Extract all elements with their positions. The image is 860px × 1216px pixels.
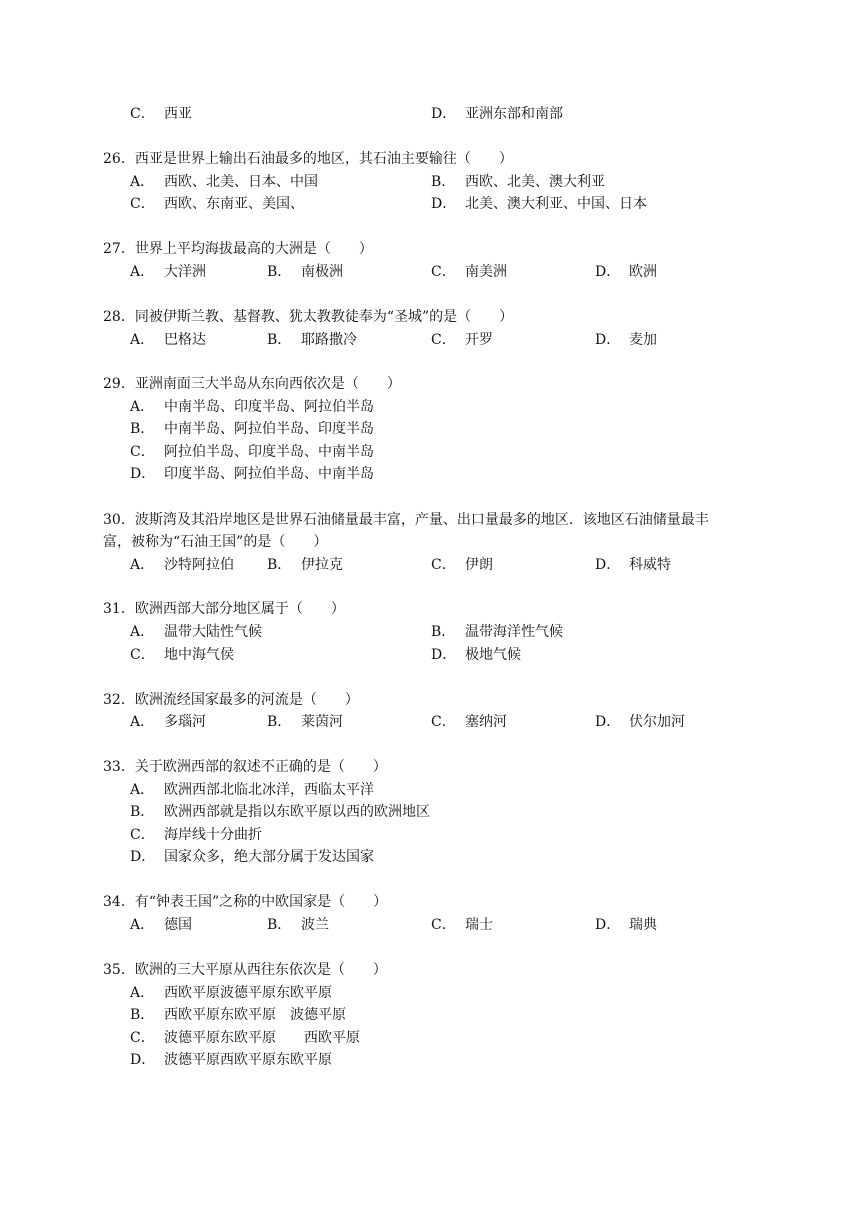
q33-option-c: C． 海岸线十分曲折 [130,827,262,843]
q30-stem-continued: 富，被称为“石油王国”的是（ ） [103,534,328,550]
q30-stem: 30．波斯湾及其沿岸地区是世界石油储量最丰富，产量、出口量最多的地区．该地区石油储量最丰 [103,512,709,528]
q34-option-d: D． 瑞典 [595,917,657,933]
q35-option-b: B． 西欧平原东欧平原 波德平原 [130,1007,346,1023]
q26-option-b: B． 西欧、北美、澳大利亚 [431,174,605,190]
q27-option-c: C． 南美洲 [431,264,507,280]
q26-stem: 26．西亚是世界上输出石油最多的地区，其石油主要输往（ ） [103,151,513,167]
q33-stem: 33．关于欧洲西部的叙述不正确的是（ ） [103,759,387,775]
q34-option-b: B． 波兰 [267,917,329,933]
q34-option-c: C． 瑞士 [431,917,493,933]
q32-option-b: B． 莱茵河 [267,714,343,730]
q27-option-d: D． 欧洲 [595,264,657,280]
q30-option-c: C． 伊朗 [431,557,493,573]
q35-option-d: D． 波德平原西欧平原东欧平原 [130,1052,332,1068]
q29-option-a: A． 中南半岛、印度半岛、阿拉伯半岛 [130,399,374,415]
q33-option-b: B． 欧洲西部就是指以东欧平原以西的欧洲地区 [130,804,430,820]
q27-stem: 27．世界上平均海拔最高的大洲是（ ） [103,241,373,257]
q33-option-a: A． 欧洲西部北临北冰洋，西临太平洋 [130,782,374,798]
q28-option-b: B． 耶路撒冷 [267,332,357,348]
q31-option-a: A． 温带大陆性气候 [130,624,262,640]
q31-option-c: C． 地中海气侯 [130,647,234,663]
q35-option-c: C． 波德平原东欧平原 西欧平原 [130,1030,360,1046]
q30-option-d: D． 科威特 [595,557,671,573]
q29-stem: 29．亚洲南面三大半岛从东向西依次是（ ） [103,376,401,392]
q26-option-d: D． 北美、澳大利亚、中国、日本 [431,196,647,212]
q27-option-b: B． 南极洲 [267,264,343,280]
q27-option-a: A． 大洋洲 [130,264,206,280]
q31-option-b: B． 温带海洋性气候 [431,624,563,640]
q29-option-c: C． 阿拉伯半岛、印度半岛、中南半岛 [130,444,374,460]
q25-option-c: C． 西亚 [130,106,192,122]
q30-option-a: A． 沙特阿拉伯 [130,557,234,573]
q26-option-c: C． 西欧、东南亚、美国、 [130,196,304,212]
q31-stem: 31．欧洲西部大部分地区属于（ ） [103,601,345,617]
q29-option-b: B． 中南半岛、阿拉伯半岛、印度半岛 [130,421,374,437]
q28-stem: 28．同被伊斯兰教、基督教、犹太教教徒奉为“圣城”的是（ ） [103,309,514,325]
q32-option-d: D． 伏尔加河 [595,714,685,730]
q25-option-d: D． 亚洲东部和南部 [431,106,563,122]
q32-option-c: C． 塞纳河 [431,714,507,730]
q29-option-d: D． 印度半岛、阿拉伯半岛、中南半岛 [130,466,374,482]
q31-option-d: D． 极地气候 [431,647,521,663]
q26-option-a: A． 西欧、北美、日本、中国 [130,174,318,190]
q30-option-b: B． 伊拉克 [267,557,343,573]
q33-option-d: D． 国家众多，绝大部分属于发达国家 [130,849,374,865]
q28-option-d: D． 麦加 [595,332,657,348]
q34-option-a: A． 德国 [130,917,192,933]
q32-stem: 32．欧洲流经国家最多的河流是（ ） [103,692,359,708]
q28-option-a: A． 巴格达 [130,332,206,348]
q28-option-c: C． 开罗 [431,332,493,348]
q32-option-a: A． 多瑙河 [130,714,206,730]
q35-stem: 35．欧洲的三大平原从西往东依次是（ ） [103,962,387,978]
q35-option-a: A． 西欧平原波德平原东欧平原 [130,985,332,1001]
q34-stem: 34．有“钟表王国”之称的中欧国家是（ ） [103,894,388,910]
